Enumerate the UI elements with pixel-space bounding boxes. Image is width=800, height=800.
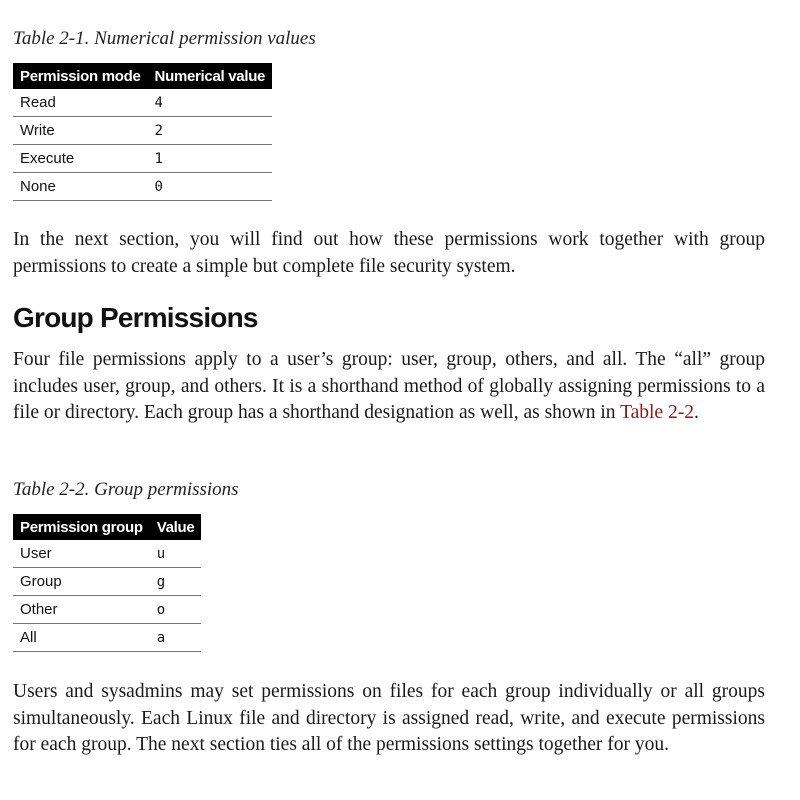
group-value-cell: u [150, 540, 202, 568]
column-header: Permission group [13, 514, 150, 540]
paragraph-text: Four file permissions apply to a user’s group: user, group, others, and all. The “all” group includes user, group, and others. It is a shorthand method of globally assigning permissions to a file or directory. Each group has a shorthand designation as well, as shown in [13, 349, 765, 423]
group-value-cell: a [150, 624, 202, 652]
paragraph-text: . [693, 402, 699, 423]
permission-mode-cell: Write [13, 117, 148, 145]
document-page [13, 0, 765, 800]
permission-mode-cell: Read [13, 89, 148, 117]
column-header: Value [150, 514, 202, 540]
group-value-cell: g [150, 568, 202, 596]
table-row [13, 540, 201, 568]
column-header: Numerical value [148, 63, 273, 89]
table-2-caption: Table 2-2. Group permissions [13, 479, 239, 500]
permission-group-cell: All [13, 624, 150, 652]
column-header: Permission mode [13, 63, 148, 89]
permission-group-cell: Other [13, 596, 150, 624]
table-row [13, 568, 201, 596]
group-permissions-table [13, 514, 201, 652]
section-heading: Group Permissions [13, 302, 258, 333]
numerical-value-cell: 2 [148, 117, 273, 145]
table-row [13, 596, 201, 624]
table-row [13, 173, 272, 201]
table-row [13, 624, 201, 652]
permission-group-cell: User [13, 540, 150, 568]
table-header-row [13, 514, 201, 540]
permission-group-cell: Group [13, 568, 150, 596]
permission-mode-cell: None [13, 173, 148, 201]
numerical-value-cell: 1 [148, 145, 273, 173]
table-header-row [13, 63, 272, 89]
permission-mode-cell: Execute [13, 145, 148, 173]
table-row [13, 145, 272, 173]
table-row [13, 89, 272, 117]
table-row [13, 117, 272, 145]
body-paragraph: Users and sysadmins may set permissions on files for each group individually or all groups simultaneously. Each Linux file and directory is assigned read, write, and execute permissions for each group. The next section ties all of the permissions settings together for you. [13, 681, 765, 755]
numerical-value-cell: 4 [148, 89, 273, 117]
table-2-2-link[interactable]: Table 2-2 [620, 402, 694, 423]
body-paragraph [13, 347, 765, 427]
numerical-permission-table [13, 63, 272, 201]
group-value-cell: o [150, 596, 202, 624]
numerical-value-cell: 0 [148, 173, 273, 201]
table-1-caption: Table 2-1. Numerical permission values [13, 28, 316, 49]
body-paragraph: In the next section, you will find out how these permissions work together with group permissions to create a simple but complete file security system. [13, 229, 765, 277]
